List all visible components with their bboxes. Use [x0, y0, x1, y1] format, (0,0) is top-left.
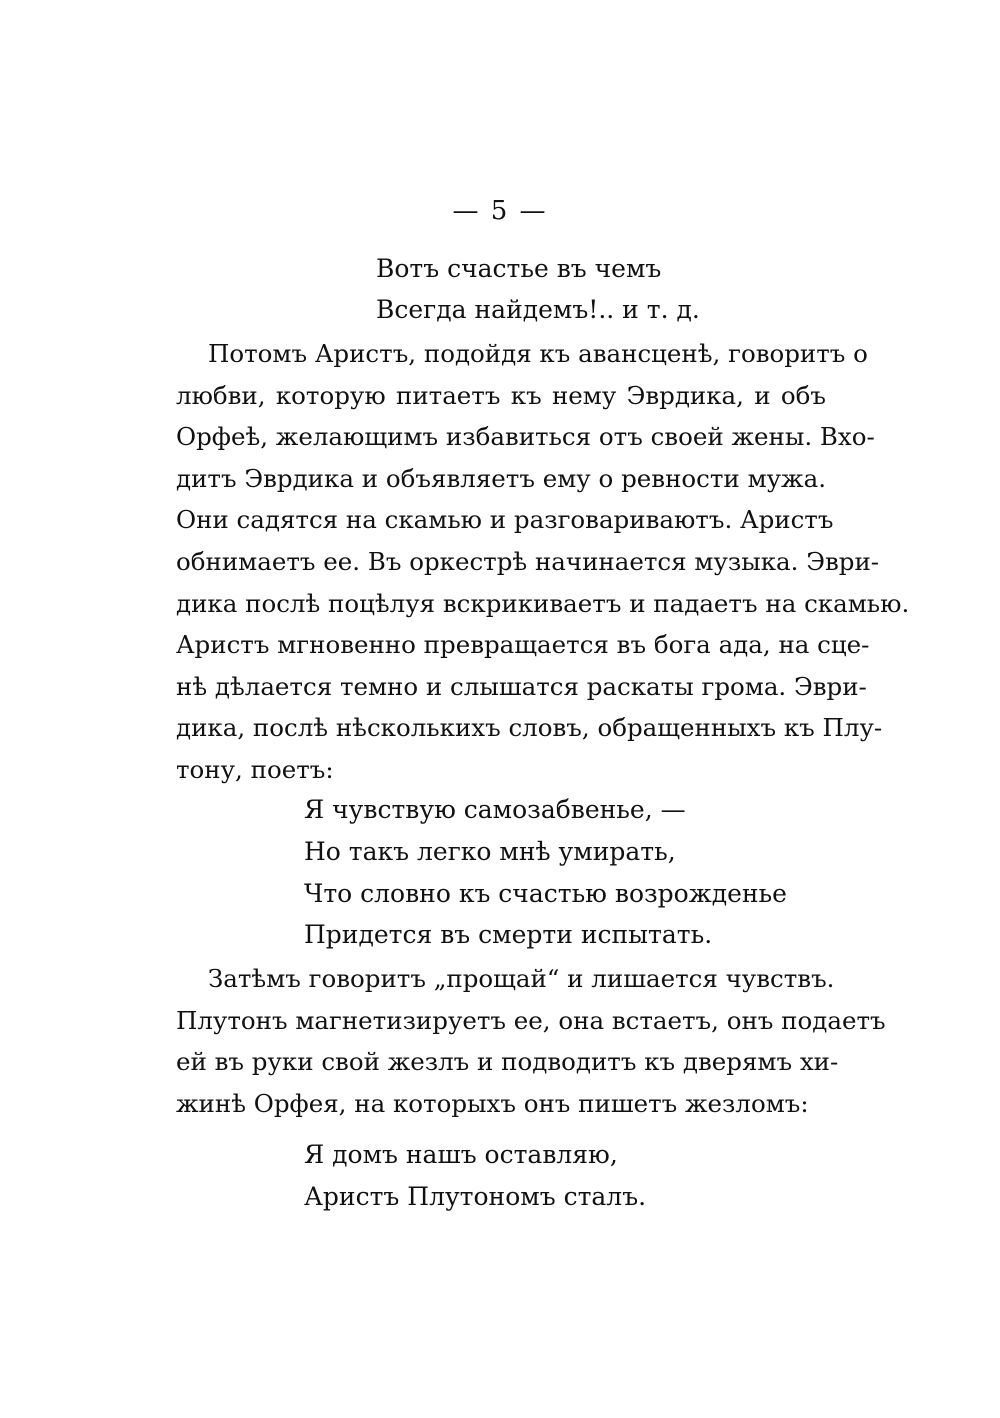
text-line: Потомъ Аристъ, подойдя къ авансценѣ, говоритъ о: [208, 339, 868, 368]
text-line: Орфеѣ, желающимъ избавиться отъ своей жены. Вхо-: [176, 422, 875, 452]
verse-line: Вотъ счастье въ чемъ: [376, 254, 662, 283]
text-line: дика, послѣ нѣсколькихъ словъ, обращенныхъ къ Плу-: [176, 713, 883, 743]
text-line: Они садятся на скамью и разговариваютъ. Аристъ: [176, 505, 834, 535]
paragraph-1: [176, 333, 910, 791]
text-line: любви, которую питаетъ къ нему Эврдика, и объ: [176, 380, 826, 410]
text-line: дика послѣ поцѣлуя вскрикиваетъ и падаетъ на скамью.: [176, 588, 910, 618]
poem-2: [304, 1134, 646, 1218]
poem-line: Но такъ легко мнѣ умирать,: [304, 836, 676, 866]
poem-line: Придется въ смерти испытать.: [304, 920, 713, 950]
text-line: Плутонъ магнетизируетъ ее, она встаетъ, онъ подаетъ: [176, 1005, 886, 1035]
verse-line: Всегда найдемъ!.. и т. д.: [376, 295, 700, 324]
poem-line: Я чувствую самозабвенье, —: [304, 795, 686, 824]
text-line: ей въ руки свой жезлъ и подводитъ къ дверямъ хи-: [176, 1047, 839, 1077]
page-number: — 5 —: [452, 196, 548, 226]
poem-1: [304, 789, 787, 956]
text-line: нѣ дѣлается темно и слышатся раскаты грома. Эври-: [176, 671, 867, 701]
text-line: Затѣмъ говоритъ „прощай“ и лишается чувствъ.: [208, 964, 835, 993]
text-line: дитъ Эврдика и объявляетъ ему о ревности мужа.: [176, 463, 826, 493]
text-line: жинѣ Орфея, на которыхъ онъ пишетъ жезломъ:: [176, 1088, 809, 1118]
paragraph-2: [176, 958, 886, 1124]
verse-top: [376, 248, 700, 330]
text-line: обнимаетъ ее. Въ оркестрѣ начинается музыка. Эври-: [176, 546, 880, 576]
poem-line: Я домъ нашъ оставляю,: [304, 1140, 618, 1169]
text-line: тону, поетъ:: [176, 754, 334, 784]
poem-line: Аристъ Плутономъ сталъ.: [304, 1181, 647, 1211]
poem-line: Что словно къ счастью возрожденье: [304, 878, 787, 908]
text-line: Аристъ мгновенно превращается въ бога ада, на сце-: [176, 630, 870, 660]
